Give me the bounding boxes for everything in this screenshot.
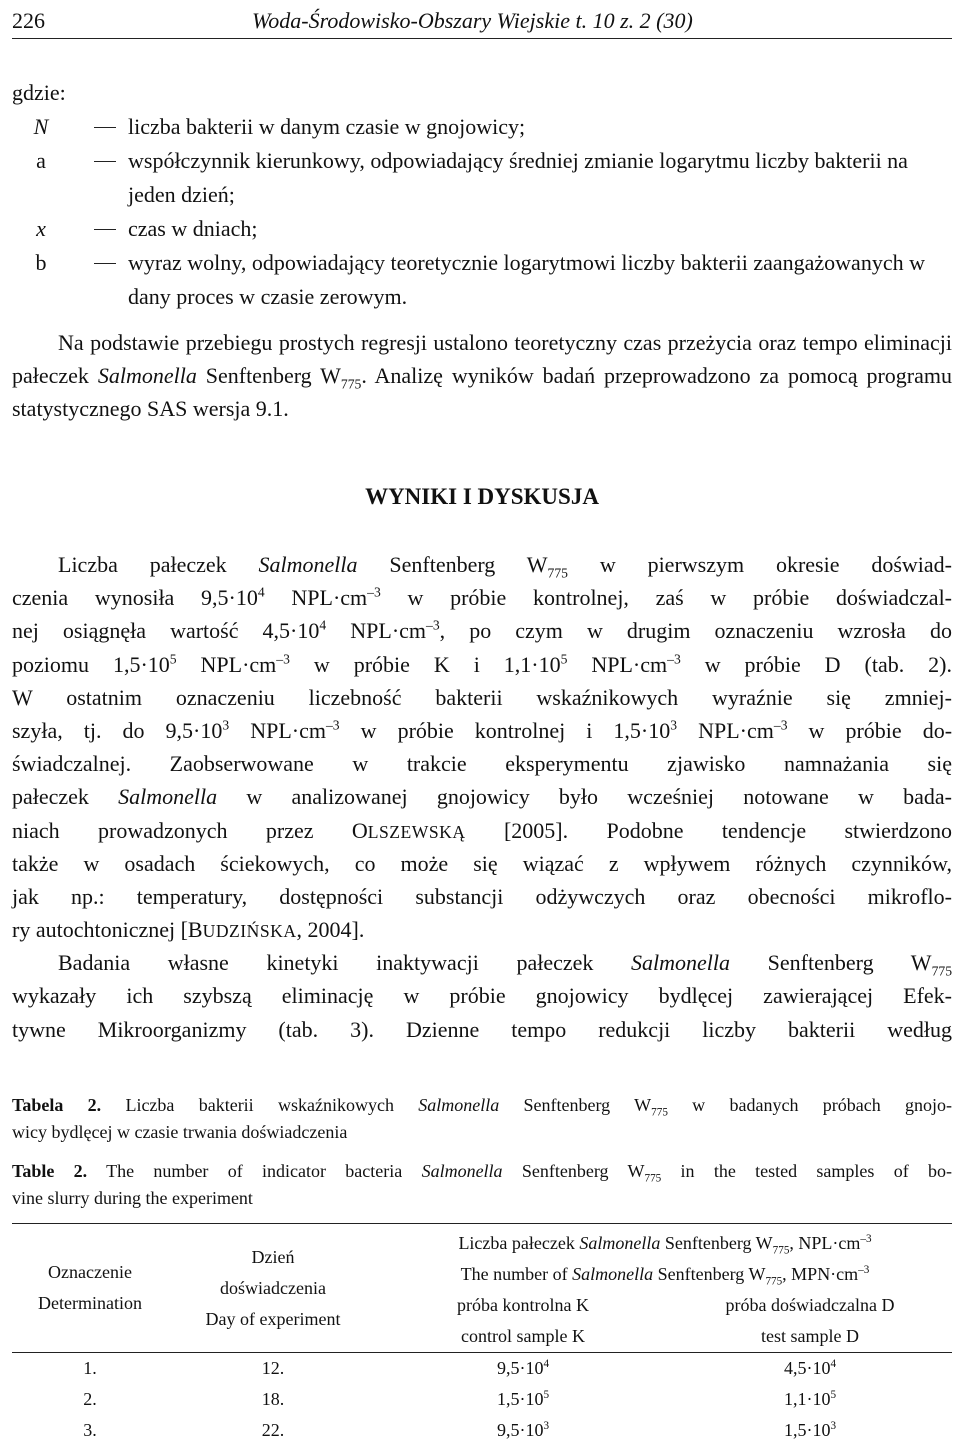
variable-definitions <box>12 76 952 314</box>
table-row <box>12 1415 952 1446</box>
journal-title: Woda-Środowisko-Obszary Wiejskie t. 10 z. 2 (30) <box>252 8 693 33</box>
section-heading: WYNIKI I DYSKUSJA <box>365 484 599 509</box>
text-run: . Analizę wyników badań przeprowadzono za pomocą programu statystycznego SAS wersja 9.1. <box>12 363 953 421</box>
definition-text: liczba bakterii w danym czasie w gnojowicy; <box>128 114 526 139</box>
data-table <box>12 1223 952 1446</box>
cell-day: 18. <box>261 1389 285 1409</box>
cell-determination: 3. <box>83 1420 97 1440</box>
text-run: Na podstawie przebiegu prostych regresji ustalono teoretyczny czas przeżycia oraz tempo eliminacji pałeczek <box>12 330 952 388</box>
page-number: 226 <box>12 8 45 33</box>
results-paragraph <box>12 548 952 1046</box>
table-caption-en: Table 2. The number of indicator bacteria Salmonella Senftenberg $W_{775}$ in the tested samples of bo- vine slurry during the experiment <box>12 1161 952 1208</box>
cell-control: $9,5\cdot 10^3$ <box>496 1420 550 1440</box>
text-run: Senftenberg W <box>196 363 341 388</box>
text-line: czenia wynosiła $9,5\cdot 10^4$ $NPL\cdot cm^{-3}$ w próbie kontrolnej, zaś w próbie doświadczal- <box>12 584 953 611</box>
text-line: tywne Mikroorganizmy (tab. 3). Dzienne tempo redukcji liczby bakterii według <box>12 1016 952 1042</box>
dash-divider <box>94 263 116 264</box>
strain-subscript: 775 <box>340 376 362 392</box>
text-line: poziomu $1,5\cdot 10^5$ $NPL\cdot cm^{-3}$ w próbie K i $1,1\cdot 10^5$ $NPL\cdot cm^{-3}$ w próbie D (tab. 2). <box>12 651 952 677</box>
cell-control: $1,5\cdot 10^5$ <box>496 1389 550 1409</box>
cell-control: $9,5\cdot 10^4$ <box>496 1358 550 1378</box>
text-line: także w osadach ściekowych, co może się wiązać z wpływem różnych czynników, <box>12 850 952 876</box>
definition-symbol: x <box>36 216 46 241</box>
text-line: niach prowadzonych przez OLSZEWSKĄ [2005]. Podobne tendencje stwierdzono <box>12 817 952 843</box>
running-header <box>12 6 952 39</box>
text-line: wykazały ich szybszą eliminację w próbie gnojowicy bydlęcej zawierającej Efek- <box>12 983 952 1009</box>
table-row <box>12 1384 952 1415</box>
methods-paragraph <box>12 326 952 425</box>
column-group-header: Liczba pałeczek Salmonella Senftenberg $W_{775}$, $NPL\cdot cm^{-3}$ The number of Salmonella Senftenberg $W_{775}$, $MPN\cdot cm^{-3}$ <box>458 1233 872 1288</box>
column-header-control: próba kontrolna K control sample K <box>378 1290 668 1353</box>
cell-determination: 2. <box>83 1389 97 1409</box>
column-header-determination: Oznaczenie Determination <box>12 1224 168 1353</box>
cell-test: $1,1\cdot 10^5$ <box>783 1389 837 1409</box>
column-header-test: próba doświadczalna D test sample D <box>668 1290 952 1353</box>
dash-divider <box>94 127 116 128</box>
definition-item <box>12 212 952 246</box>
text-line: nej osiągnęła wartość $4,5\cdot 10^4$ $NPL\cdot cm^{-3}$, po czym w drugim oznaczeniu wzrosła do <box>12 618 953 644</box>
cell-test: $4,5\cdot 10^4$ <box>783 1358 837 1378</box>
cell-determination: 1. <box>83 1358 97 1378</box>
text-line: jak np.: temperatury, dostępności substancji odżywczych oraz obecności mikroflo- <box>12 883 952 909</box>
dash-divider <box>94 229 116 230</box>
cell-day: 12. <box>261 1358 285 1378</box>
definition-item <box>12 144 952 212</box>
definition-text: współczynnik kierunkowy, odpowiadający średniej zmianie logarytmu liczby bakterii na jeden dzień; <box>128 148 908 207</box>
definition-symbol: a <box>36 148 46 173</box>
text-line: szyła, tj. do $9,5\cdot 10^3$ $NPL\cdot cm^{-3}$ w próbie kontrolnej i $1,5\cdot 10^3$ $NPL\cdot cm^{-3}$ w próbie do- <box>12 717 953 743</box>
column-header-day: Dzień doświadczenia Day of experiment <box>168 1224 378 1353</box>
definition-item <box>12 246 952 314</box>
definition-text: czas w dniach; <box>128 216 258 241</box>
text-line: pałeczek Salmonella w analizowanej gnojowicy było wcześniej notowane w bada- <box>12 784 952 810</box>
cell-day: 22. <box>261 1420 285 1440</box>
text-line: Liczba pałeczek Salmonella Senftenberg $W_{775}$ w pierwszym okresie doświad- <box>58 552 953 581</box>
table-row <box>12 1353 952 1385</box>
definitions-intro: gdzie: <box>12 80 66 105</box>
text-line: W ostatnim oznaczeniu liczebność bakterii wskaźnikowych wyraźnie się zmniej- <box>12 684 952 710</box>
italic-term: Salmonella <box>97 363 197 388</box>
definition-text: wyraz wolny, odpowiadający teoretycznie logarytmowi liczby bakterii zaangażowanych w dany proces w czasie zerowym. <box>128 250 925 309</box>
dash-divider <box>94 161 116 162</box>
definition-symbol: N <box>33 114 49 139</box>
definition-symbol: b <box>35 250 47 275</box>
text-line: świadczalnej. Zaobserwowane w trakcie eksperymentu zjawisko namnażania się <box>12 751 952 777</box>
table-caption-pl: Tabela 2. Liczba bakterii wskaźnikowych Salmonella Senftenberg $W_{775}$ w badanych próbach gnojo- wicy bydlęcej w czasie trwania doświadczenia <box>12 1095 953 1142</box>
cell-test: $1,5\cdot 10^3$ <box>783 1420 837 1440</box>
text-line: ry autochtonicznej [BUDZIŃSKA, 2004]. <box>12 917 365 943</box>
text-line: Badania własne kinetyki inaktywacji pałeczek Salmonella Senftenberg $W_{775}$ <box>58 950 953 979</box>
definition-item <box>12 110 952 144</box>
